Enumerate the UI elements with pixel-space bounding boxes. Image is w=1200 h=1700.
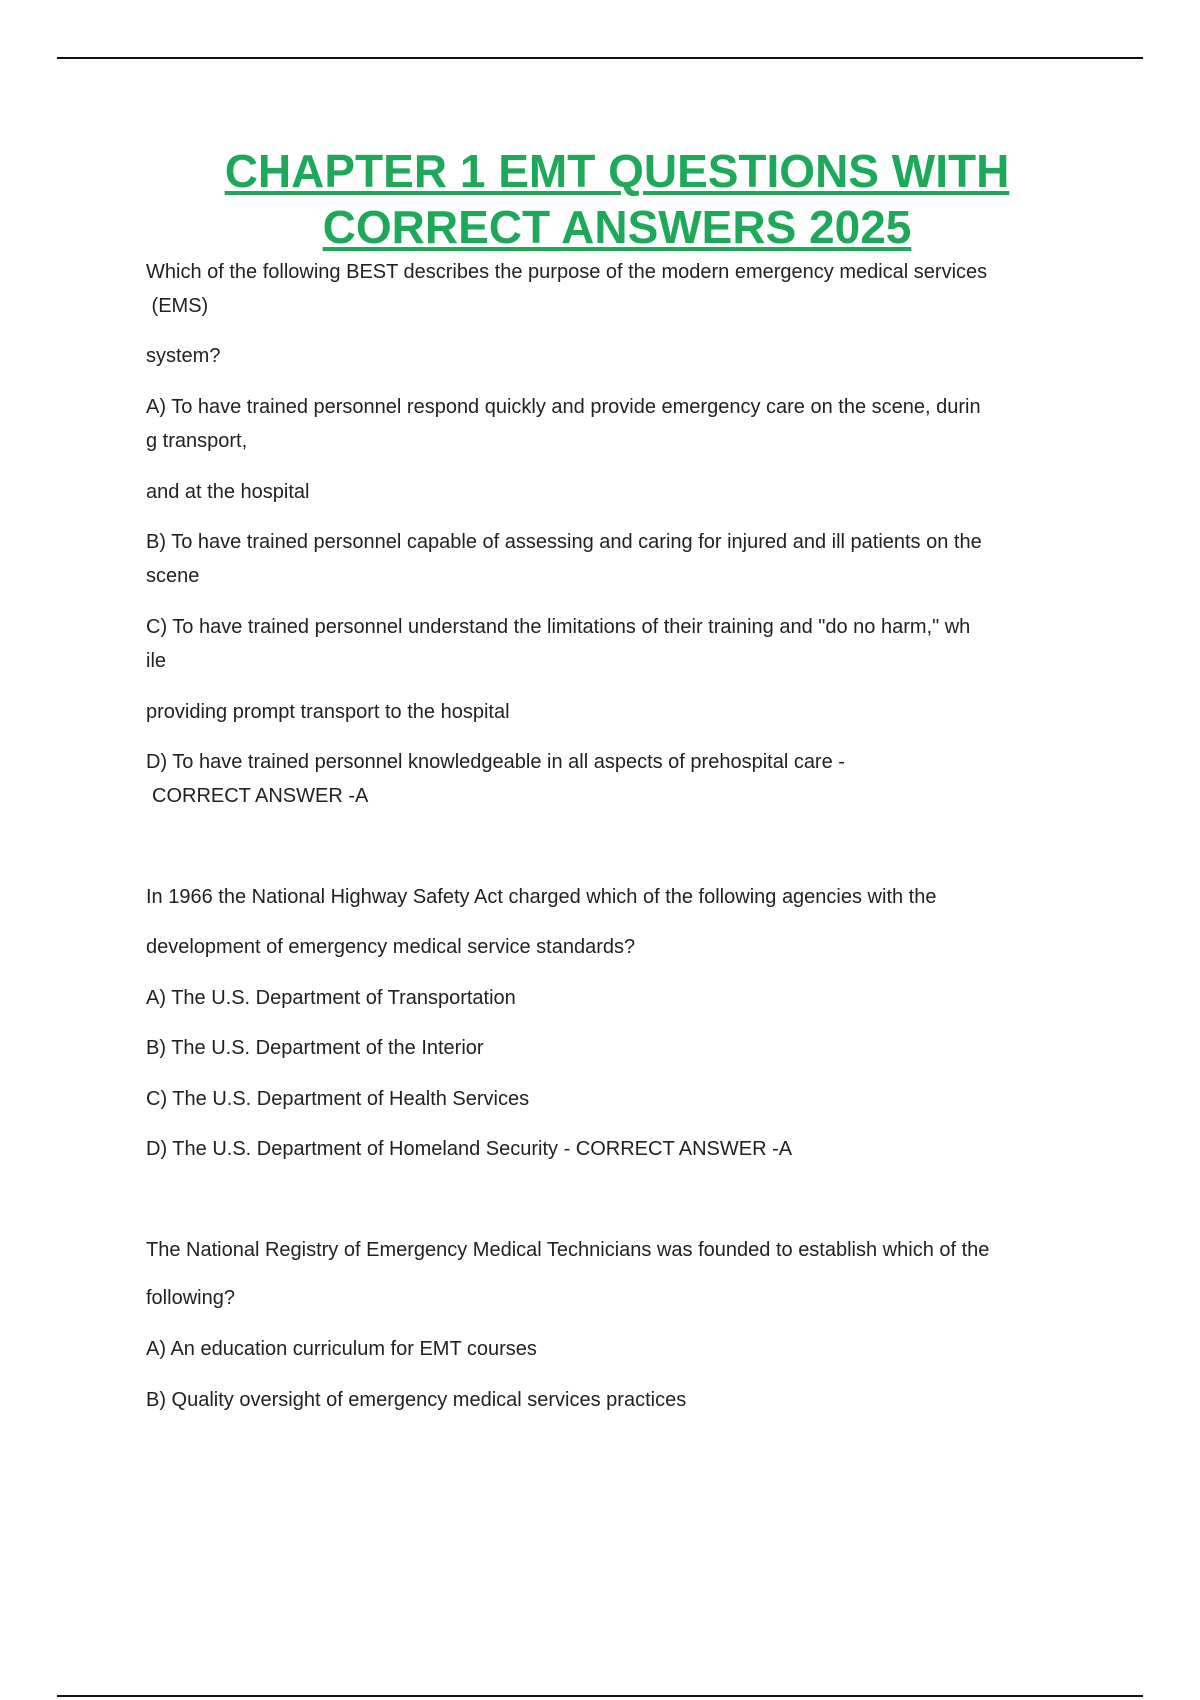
question-1-stem-line-2: (EMS) — [146, 295, 209, 317]
question-1-option-d-line-1: D) To have trained personnel knowledgeable in all aspects of prehospital care - — [146, 751, 845, 773]
question-2-option-c: C) The U.S. Department of Health Services — [146, 1088, 530, 1110]
question-1-stem-line-1: Which of the following BEST describes the purpose of the modern emergency medical services — [146, 261, 988, 283]
question-2-stem-line-2: development of emergency medical service standards? — [146, 936, 636, 958]
question-1-option-a-line-3: and at the hospital — [146, 481, 310, 503]
question-1-stem-line-3: system? — [146, 345, 221, 367]
question-3-option-b: B) Quality oversight of emergency medical services practices — [146, 1389, 687, 1411]
question-2-stem-line-1: In 1966 the National Highway Safety Act charged which of the following agencies with the — [146, 886, 937, 908]
question-1-option-c-line-1: C) To have trained personnel understand the limitations of their training and "do no harm," wh — [146, 616, 971, 638]
question-1-correct-answer: CORRECT ANSWER -A — [152, 785, 369, 807]
title-line-2: CORRECT ANSWERS 2025 — [322, 201, 912, 253]
question-1-option-b-line-1: B) To have trained personnel capable of assessing and caring for injured and ill patients on the — [146, 531, 982, 553]
bottom-rule — [57, 1695, 1143, 1697]
question-1-option-a-line-2: g transport, — [146, 430, 248, 452]
top-rule — [57, 57, 1143, 59]
question-3-option-a: A) An education curriculum for EMT courses — [146, 1338, 537, 1360]
title-line-1: CHAPTER 1 EMT QUESTIONS WITH — [224, 145, 1010, 197]
question-2-option-d: D) The U.S. Department of Homeland Security - CORRECT ANSWER -A — [146, 1138, 793, 1160]
question-2-option-a: A) The U.S. Department of Transportation — [146, 987, 516, 1009]
question-1-option-a-line-1: A) To have trained personnel respond quickly and provide emergency care on the scene, durin — [146, 396, 981, 418]
question-3-stem-line-2: following? — [146, 1287, 235, 1309]
question-1-option-c-line-3: providing prompt transport to the hospital — [146, 701, 510, 723]
question-3-stem-line-1: The National Registry of Emergency Medical Technicians was founded to establish which of the — [146, 1239, 990, 1261]
document-title — [0, 143, 1200, 255]
question-1-option-c-line-2: ile — [146, 650, 167, 672]
question-2-option-b: B) The U.S. Department of the Interior — [146, 1037, 484, 1059]
question-1-option-b-line-2: scene — [146, 565, 200, 587]
